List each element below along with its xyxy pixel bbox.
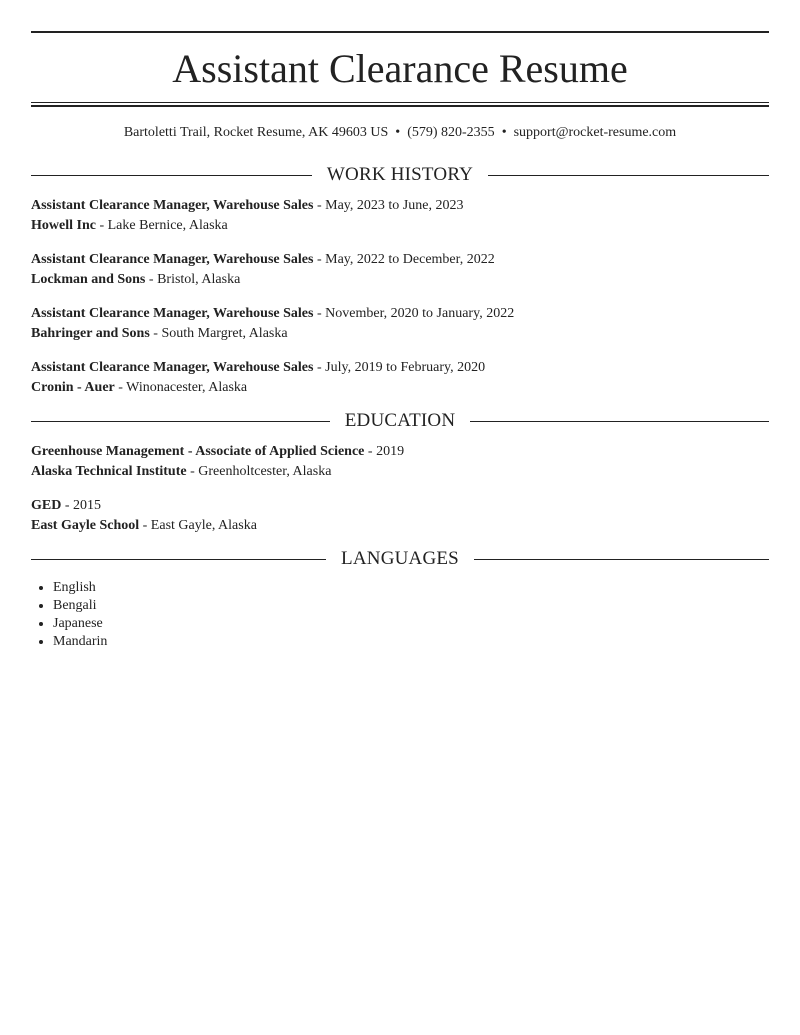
work-location: Bristol, Alaska: [157, 272, 241, 287]
work-entry-role-line: Assistant Clearance Manager, Warehouse Sales - May, 2022 to December, 2022: [31, 252, 495, 267]
education-degree-line: Greenhouse Management - Associate of Applied Science - 2019: [31, 444, 405, 459]
work-role: Assistant Clearance Manager, Warehouse Sales: [31, 306, 314, 321]
education-year: 2015: [73, 498, 102, 513]
section-heading-education: [31, 410, 769, 432]
work-dates: May, 2023 to June, 2023: [325, 198, 464, 213]
work-entry-employer-line: Bahringer and Sons - South Margret, Alaska: [31, 326, 288, 341]
heading-rule: [31, 421, 330, 422]
work-entry: [31, 250, 769, 290]
education-entry: [31, 442, 769, 482]
work-entry-role-line: Assistant Clearance Manager, Warehouse Sales - November, 2020 to January, 2022: [31, 306, 515, 321]
heading-rule: [31, 175, 312, 176]
language-item: • Mandarin: [53, 633, 107, 651]
heading-rule: [31, 559, 326, 560]
work-entry-role-line: Assistant Clearance Manager, Warehouse Sales - May, 2023 to June, 2023: [31, 198, 464, 213]
work-entry: [31, 196, 769, 236]
education-school: East Gayle School: [31, 518, 140, 533]
contact-email: support@rocket-resume.com: [513, 125, 677, 140]
work-entry-employer-line: Howell Inc - Lake Bernice, Alaska: [31, 218, 228, 233]
education-location: East Gayle, Alaska: [150, 518, 257, 533]
work-entry-employer-line: Cronin - Auer - Winonacester, Alaska: [31, 380, 248, 395]
education-entry: [31, 496, 769, 536]
contact-line: [31, 124, 769, 142]
section-heading-languages: [31, 548, 769, 570]
heading-rule: [470, 421, 769, 422]
work-role: Assistant Clearance Manager, Warehouse Sales: [31, 252, 314, 267]
work-dates: July, 2019 to February, 2020: [325, 360, 486, 375]
work-location: Lake Bernice, Alaska: [107, 218, 228, 233]
work-dates: November, 2020 to January, 2022: [325, 306, 515, 321]
contact-separator: •: [501, 125, 507, 140]
language-item: • Bengali: [53, 597, 107, 615]
language-item: • English: [53, 579, 107, 597]
languages-list: [31, 579, 107, 651]
heading-rule: [474, 559, 769, 560]
education-location: Greenholtcester, Alaska: [198, 464, 332, 479]
section-title: WORK HISTORY: [326, 164, 474, 185]
work-employer: Howell Inc: [31, 218, 96, 233]
education-school: Alaska Technical Institute: [31, 464, 187, 479]
education-degree-line: GED - 2015: [31, 498, 102, 513]
contact-phone: (579) 820-2355: [407, 125, 495, 140]
work-entry-employer-line: Lockman and Sons - Bristol, Alaska: [31, 272, 241, 287]
work-entry: [31, 358, 769, 398]
work-dates: May, 2022 to December, 2022: [325, 252, 495, 267]
work-entry-role-line: Assistant Clearance Manager, Warehouse Sales - July, 2019 to February, 2020: [31, 360, 486, 375]
top-rule: [31, 31, 769, 33]
contact-address: Bartoletti Trail, Rocket Resume, AK 49603 US: [123, 125, 389, 140]
work-entry: [31, 304, 769, 344]
contact-separator: •: [395, 125, 401, 140]
work-location: South Margret, Alaska: [161, 326, 288, 341]
work-role: Assistant Clearance Manager, Warehouse Sales: [31, 360, 314, 375]
title-rule-thick: [31, 105, 769, 107]
education-year: 2019: [376, 444, 405, 459]
work-employer: Lockman and Sons: [31, 272, 146, 287]
work-role: Assistant Clearance Manager, Warehouse Sales: [31, 198, 314, 213]
title-rule-thin: [31, 102, 769, 103]
section-title: LANGUAGES: [341, 548, 459, 569]
section-title: EDUCATION: [344, 410, 456, 431]
heading-rule: [488, 175, 769, 176]
education-degree: Greenhouse Management - Associate of Applied Science: [31, 444, 365, 459]
work-employer: Bahringer and Sons: [31, 326, 150, 341]
work-location: Winonacester, Alaska: [126, 380, 248, 395]
education-school-line: East Gayle School - East Gayle, Alaska: [31, 518, 257, 533]
education-degree: GED: [31, 498, 62, 513]
work-employer: Cronin - Auer: [31, 380, 115, 395]
education-school-line: Alaska Technical Institute - Greenholtcester, Alaska: [31, 464, 332, 479]
section-heading-work-history: [31, 164, 769, 186]
language-item: • Japanese: [53, 615, 107, 633]
page-title: Assistant Clearance Resume: [172, 46, 628, 91]
